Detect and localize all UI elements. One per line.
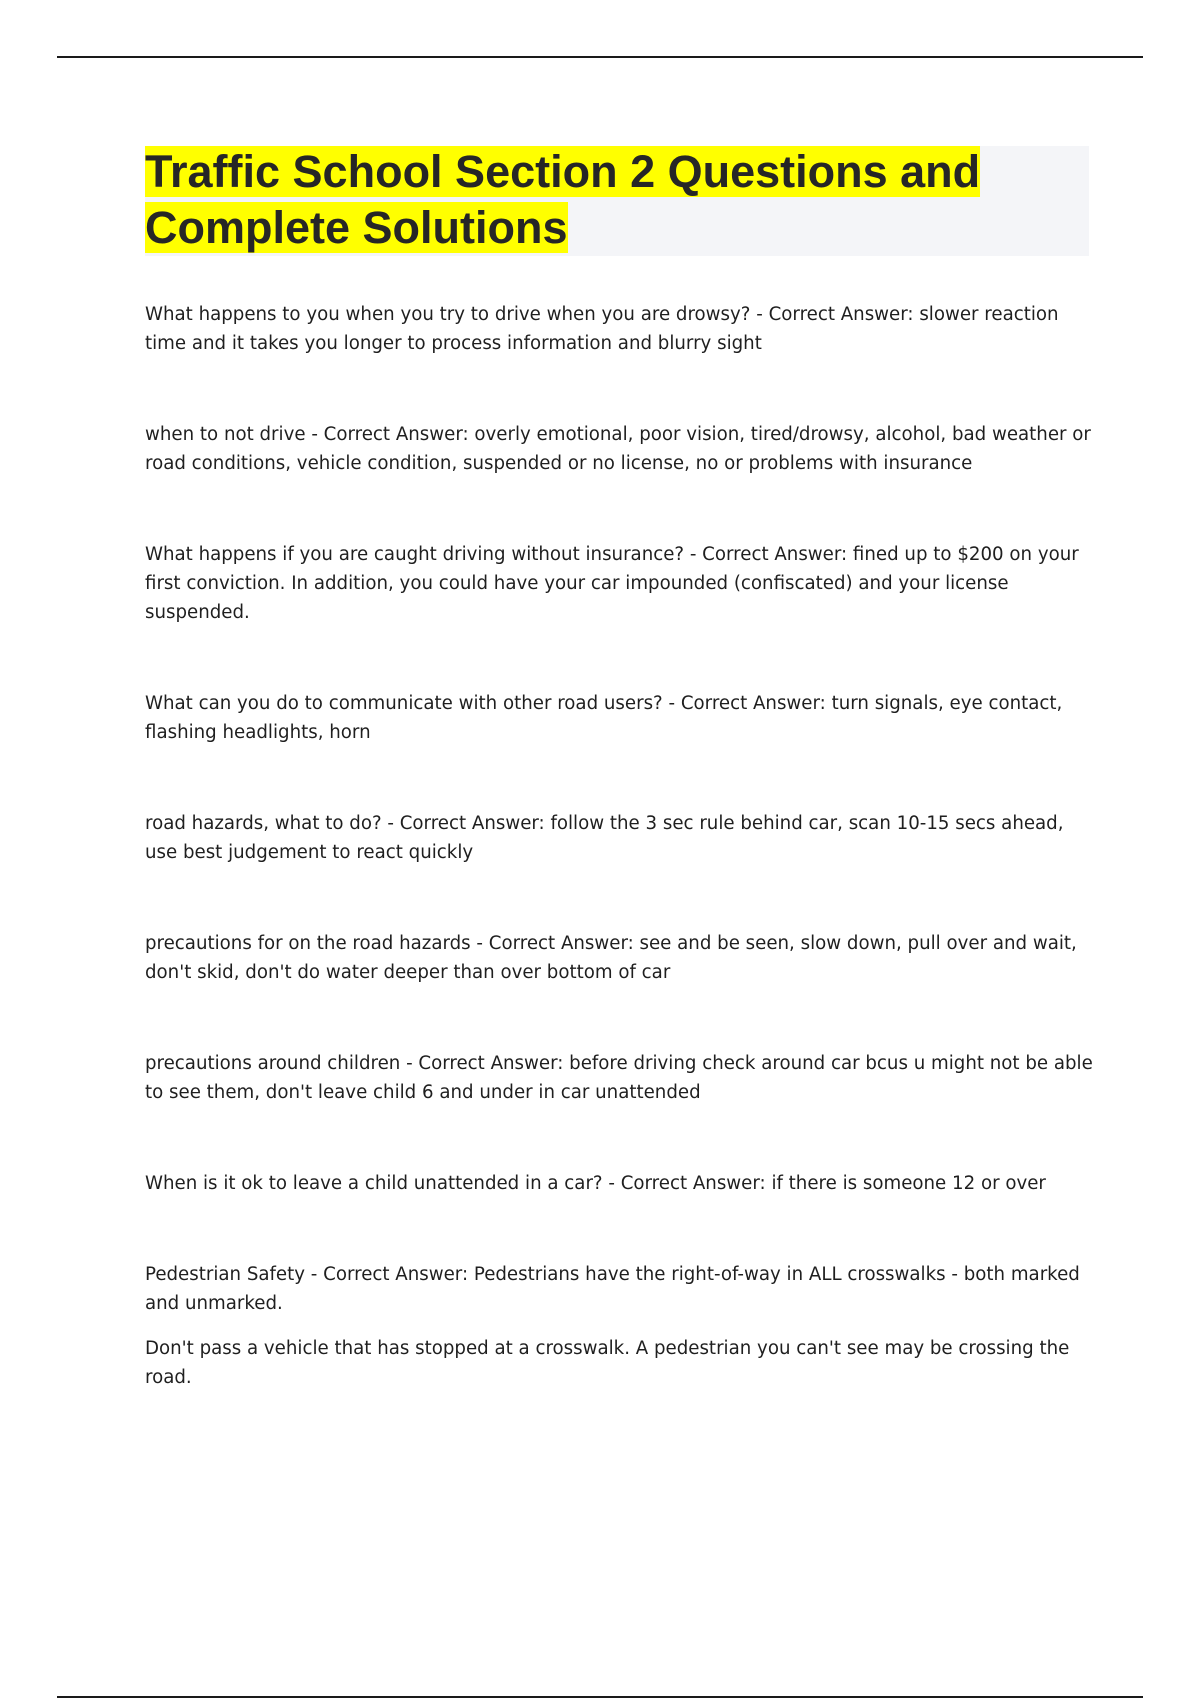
qa-entry-pedestrian-safety: Pedestrian Safety - Correct Answer: Pedestrians have the right-of-way in ALL crosswalks - both marked and unmarked. bbox=[145, 1264, 1080, 1314]
qa-entry-hazard-precautions: precautions for on the road hazards - Correct Answer: see and be seen, slow down, pull over and wait, don't skid, don't do water deeper than over bottom of car bbox=[145, 933, 1077, 983]
qa-list bbox=[145, 300, 1095, 1392]
document-title bbox=[145, 144, 1105, 256]
qa-entry-pedestrian-followup: Don't pass a vehicle that has stopped at a crosswalk. A pedestrian you can't see may be crossing the road. bbox=[145, 1338, 1070, 1388]
title-highlight: Traffic School Section 2 Questions and Complete Solutions bbox=[145, 146, 981, 253]
qa-entry-child-unattended: When is it ok to leave a child unattended in a car? - Correct Answer: if there is someone 12 or over bbox=[145, 1173, 1046, 1194]
qa-entry-communicate: What can you do to communicate with other road users? - Correct Answer: turn signals, eye contact, flashing headlights, horn bbox=[145, 693, 1063, 743]
qa-entry-children-precautions: precautions around children - Correct Answer: before driving check around car bcus u might not be able to see them, don't leave child 6 and under in car unattended bbox=[145, 1053, 1093, 1103]
bottom-rule bbox=[57, 1696, 1143, 1698]
qa-entry-when-not-drive: when to not drive - Correct Answer: overly emotional, poor vision, tired/drowsy, alcohol, bad weather or road conditions, vehicle condition, suspended or no license, no or problems with insurance bbox=[145, 424, 1091, 474]
qa-entry-no-insurance: What happens if you are caught driving without insurance? - Correct Answer: fined up to $200 on your first conviction. In addition, you could have your car impounded (confiscated) and your license suspended. bbox=[145, 544, 1079, 623]
qa-entry-road-hazards: road hazards, what to do? - Correct Answer: follow the 3 sec rule behind car, scan 10-15 secs ahead, use best judgement to react quickly bbox=[145, 813, 1064, 863]
top-rule bbox=[57, 56, 1143, 58]
qa-entry-drowsy: What happens to you when you try to drive when you are drowsy? - Correct Answer: slower reaction time and it takes you longer to process information and blurry sight bbox=[145, 304, 1059, 354]
